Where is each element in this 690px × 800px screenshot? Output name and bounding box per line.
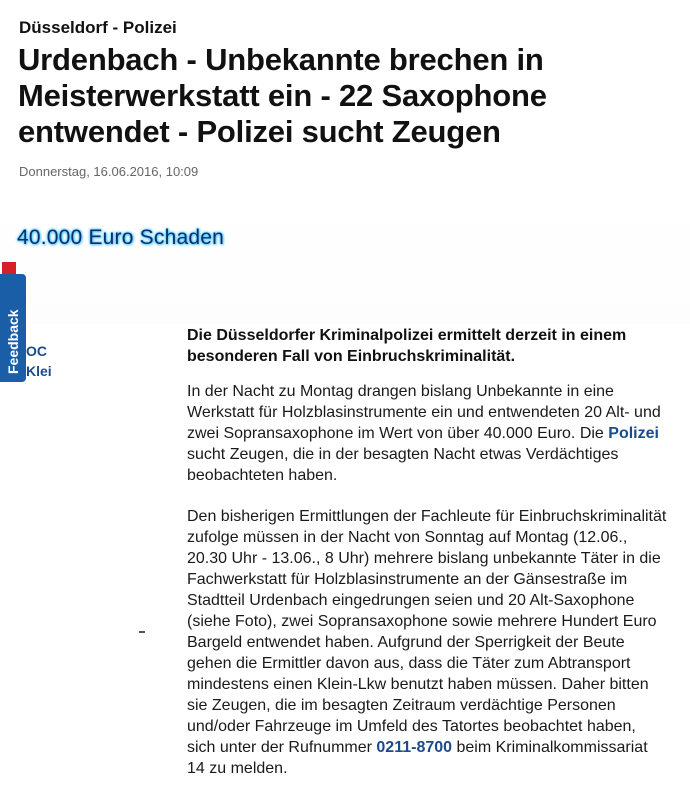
- sidebar-fragment-line-2: Klei: [26, 363, 52, 379]
- phone-number-link[interactable]: 0211-8700: [376, 739, 453, 756]
- polizei-link[interactable]: Polizei: [608, 425, 659, 442]
- feedback-button[interactable]: [0, 274, 26, 382]
- image-area: [0, 204, 690, 324]
- article-paragraph-2: [187, 506, 667, 779]
- page-title: Urdenbach - Unbekannte brechen in Meisterwerkstatt ein - 22 Saxophone entwendet - Polizei sucht Zeugen: [18, 42, 547, 149]
- paragraph-text: beim Kriminalkommissariat 14 zu melden.: [187, 739, 648, 777]
- article-lead: Die Düsseldorfer Kriminalpolizei ermittelt derzeit in einem besonderen Fall von Einbruchskriminalität.: [187, 327, 627, 365]
- article-header: [0, 0, 690, 205]
- article-paragraph-1: [187, 381, 667, 486]
- section-kicker[interactable]: Düsseldorf - Polizei: [19, 18, 177, 37]
- paragraph-text: Den bisherigen Ermittlungen der Fachleute für Einbruchskriminalität zufolge müssen in der Nacht von Sonntag auf Montag (12.06., 20.30 Uhr - 13.06., 8 Uhr) mehrere bislang unbekannte Täter in die Fachwerkstatt für Holzblasinstrumente an der Gänsestraße im Stadtteil Urdenbach eingedrungen seien und 20 Alt-Saxophone (siehe Foto), zwei Sopransaxophone sowie mehrere Hundert Euro Bargeld entwendet haben. Aufgrund der Sperrigkeit der Beute gehen die Ermittler davon aus, dass die Täter zum Abtransport mindestens einen Klein-Lkw benutzt haben müssen. Daher bitten sie Zeugen, die im besagten Zeitraum verdächtige Personen und/oder Fahrzeuge im Umfeld des Tatortes beobachtet haben, sich unter der Rufnummer: [187, 508, 667, 756]
- sidebar-fragment-line-1: OC: [26, 343, 47, 359]
- image-caption: 40.000 Euro Schaden: [17, 226, 224, 249]
- red-marker: [2, 262, 16, 274]
- divider-mark: [139, 631, 145, 633]
- paragraph-text: In der Nacht zu Montag drangen bislang Unbekannte in eine Werkstatt für Holzblasinstrumente ein und entwendeten 20 Alt- und zwei Sopransaxophone im Wert von über 40.000 Euro. Die: [187, 383, 661, 442]
- feedback-label: Feedback: [5, 309, 21, 374]
- paragraph-text: sucht Zeugen, die in der besagten Nacht etwas Verdächtiges beobachteten haben.: [187, 446, 619, 484]
- publish-date: Donnerstag, 16.06.2016, 10:09: [19, 164, 199, 179]
- sidebar-fragment[interactable]: [26, 341, 52, 381]
- article-body: [187, 325, 667, 799]
